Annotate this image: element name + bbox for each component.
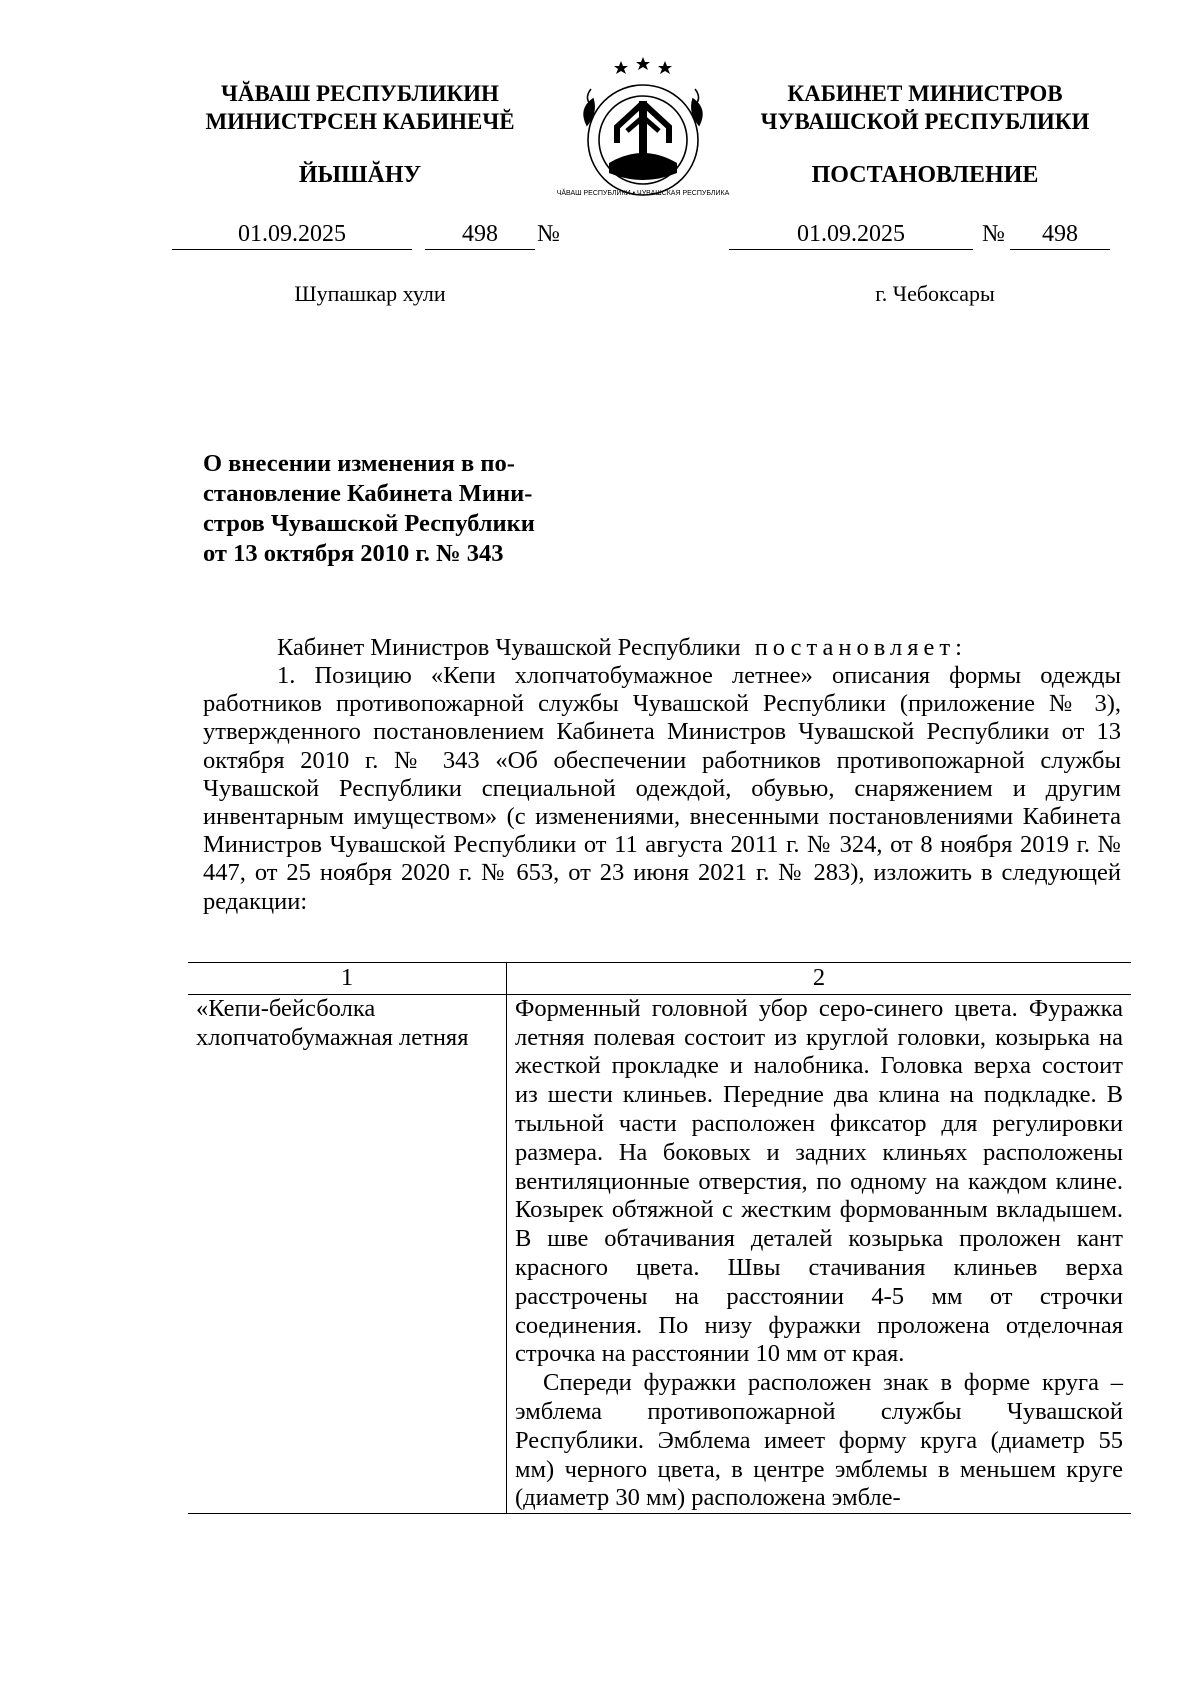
description-paragraph: Спереди фуражки расположен знак в форме круга – эмблема противопожарной службы Чувашской Республики. Эмблема имеет форму круга (диаметр 55 мм) черного цвета, в центре эмблемы в меньшем круге (диаметр 30 мм) расположена эмбле- <box>515 1369 1123 1512</box>
coat-of-arms-emblem <box>556 55 730 205</box>
subject-line: от 13 октября 2010 г. № 343 <box>203 540 504 567</box>
table-header-col2: 2 <box>507 963 1132 995</box>
left-date: 01.09.2025 <box>238 221 346 247</box>
table-header-col1: 1 <box>188 963 507 995</box>
subject-line: О внесении изменения в по- <box>203 450 515 477</box>
right-number-sign: № <box>982 221 1005 247</box>
right-date-underline <box>729 249 973 250</box>
table-cell-item-name: «Кепи-бейсболка хлопчатобумажная летняя <box>188 994 507 1513</box>
left-doc-type: ЙЫШĂНУ <box>298 162 422 188</box>
right-doc-type: ПОСТАНОВЛЕНИЕ <box>811 162 1039 188</box>
table-row <box>188 994 1131 1513</box>
left-title-line2: МИНИСТРСЕН КАБИНЕЧĔ <box>205 109 515 134</box>
right-title <box>735 80 1115 136</box>
table-header-row <box>188 963 1131 995</box>
subject-line: стров Чувашской Республики <box>203 510 535 537</box>
left-number-underline <box>425 249 535 250</box>
left-place: Шупашкар хули <box>294 281 446 306</box>
table-cell-description <box>507 994 1132 1513</box>
emblem-text: ЧĂВАШ РЕСПУБЛИКИ • ЧУВАШСКАЯ РЕСПУБЛИКА <box>556 190 730 197</box>
left-title-line1: ЧĂВАШ РЕСПУБЛИКИН <box>221 81 499 106</box>
right-number-underline <box>1010 249 1110 250</box>
right-date: 01.09.2025 <box>797 221 905 247</box>
right-place: г. Чебоксары <box>875 281 995 306</box>
intro-prefix: Кабинет Министров Чувашской Республики <box>277 634 741 661</box>
description-table <box>188 962 1131 1514</box>
subject-line: становление Кабинета Мини- <box>203 480 533 507</box>
intro-line <box>277 634 1137 662</box>
document-subject <box>203 449 575 569</box>
coat-of-arms-icon <box>556 55 730 205</box>
right-title-line1: КАБИНЕТ МИНИСТРОВ <box>787 81 1063 106</box>
intro-verb: постановляет: <box>754 634 967 661</box>
left-number: 498 <box>462 221 498 247</box>
left-date-underline <box>172 249 412 250</box>
left-number-sign: № <box>537 221 560 247</box>
left-title <box>150 80 570 136</box>
right-title-line2: ЧУВАШСКОЙ РЕСПУБЛИКИ <box>760 109 1090 134</box>
right-number: 498 <box>1042 221 1078 247</box>
description-paragraph: Форменный головной убор серо-синего цвета. Фуражка летняя полевая состоит из круглой головки, козырька на жесткой прокладке и налобника. Головка верха состоит из шести клиньев. Передние два клина на подкладке. В тыльной части расположен фиксатор для регулировки размера. На боковых и задних клиньях расположены вентиляционные отверстия, по одному на каждом клине. Козырек обтяжной с жестким формованным вкладышем. В шве обтачивания деталей козырька проложен кант красного цвета. Швы стачивания клиньев верха расстрочены на расстоянии 4-5 мм от строчки соединения. По низу фуражки проложена отделочная строчка на расстоянии 10 мм от края. <box>515 994 1123 1368</box>
paragraph-1: 1. Позицию «Кепи хлопчатобумажное летнее» описания формы одежды работников противопожарной службы Чувашской Республики (приложение № 3), утвержденного постановлением Кабинета Министров Чувашской Республики от 13 октября 2010 г. № 343 «Об обеспечении работников противопожарной службы Чувашской Республики специальной одеждой, обувью, снаряжением и другим инвентарным имуществом» (с изменениями, внесенными постановлениями Кабинета Министров Чувашской Республики от 11 августа 2011 г. № 324, от 8 ноября 2019 г. № 447, от 25 ноября 2020 г. № 653, от 23 июня 2021 г. № 283), изложить в следующей редакции: <box>203 662 1121 915</box>
